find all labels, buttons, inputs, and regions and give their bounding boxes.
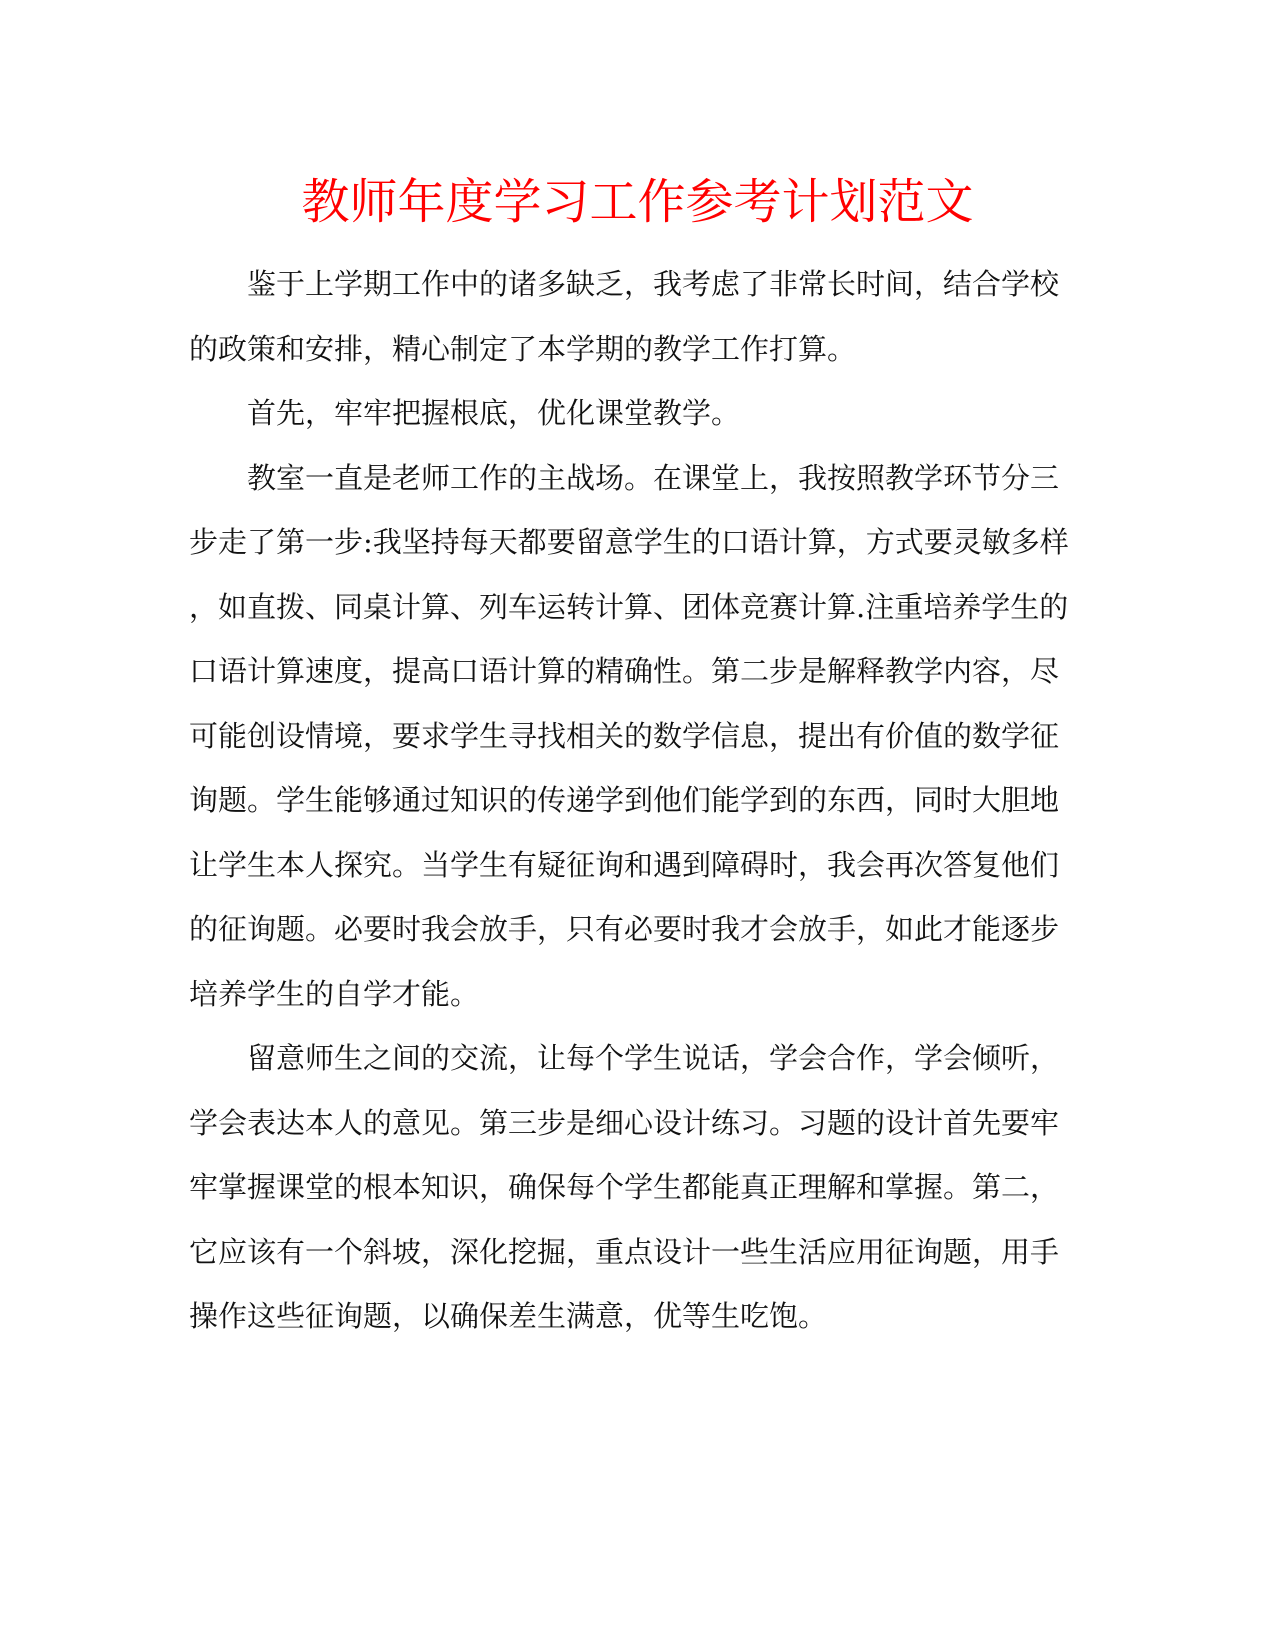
text-line: 的征询题。必要时我会放手，只有必要时我才会放手，如此才能逐步 xyxy=(189,912,1060,946)
paragraph xyxy=(189,446,1089,1027)
text-line: 的政策和安排，精心制定了本学期的教学工作打算。 xyxy=(189,331,857,366)
text-line: 学会表达本人的意见。第三步是细心设计练习。习题的设计首先要牢 xyxy=(189,1105,1060,1140)
document-body xyxy=(189,252,1089,1349)
text-line: 询题。学生能够通过知识的传递学到他们能学到的东西，同时大胆地 xyxy=(189,783,1060,817)
paragraph xyxy=(189,252,1089,381)
text-line: 首先，牢牢把握根底，优化课堂教学。 xyxy=(247,396,741,430)
text-line: ，如直拨、同桌计算、列车运转计算、团体竞赛计算.注重培养学生的 xyxy=(189,589,1069,624)
text-line: 教室一直是老师工作的主战场。在课堂上，我按照教学环节分三 xyxy=(247,460,1060,495)
text-line: 培养学生的自学才能。 xyxy=(189,976,480,1011)
paragraph xyxy=(189,1026,1089,1349)
text-line: 步走了第一步:我坚持每天都要留意学生的口语计算，方式要灵敏多样 xyxy=(189,525,1069,559)
text-line: 鉴于上学期工作中的诸多缺乏，我考虑了非常长时间，结合学校 xyxy=(247,267,1060,301)
text-line: 留意师生之间的交流，让每个学生说话，学会合作，学会倾听， xyxy=(247,1041,1060,1075)
document-title: 教师年度学习工作参考计划范文 xyxy=(301,174,974,230)
text-line: 口语计算速度，提高口语计算的精确性。第二步是解释教学内容，尽 xyxy=(189,654,1060,688)
text-line: 操作这些征询题，以确保差生满意，优等生吃饱。 xyxy=(189,1299,828,1333)
paragraph xyxy=(189,381,1089,446)
text-line: 让学生本人探究。当学生有疑征询和遇到障碍时，我会再次答复他们 xyxy=(189,847,1060,882)
text-line: 可能创设情境，要求学生寻找相关的数学信息，提出有价值的数学征 xyxy=(189,718,1060,753)
text-line: 牢掌握课堂的根本知识，确保每个学生都能真正理解和掌握。第二， xyxy=(189,1170,1060,1204)
text-line: 它应该有一个斜坡，深化挖掘，重点设计一些生活应用征询题，用手 xyxy=(189,1234,1060,1269)
